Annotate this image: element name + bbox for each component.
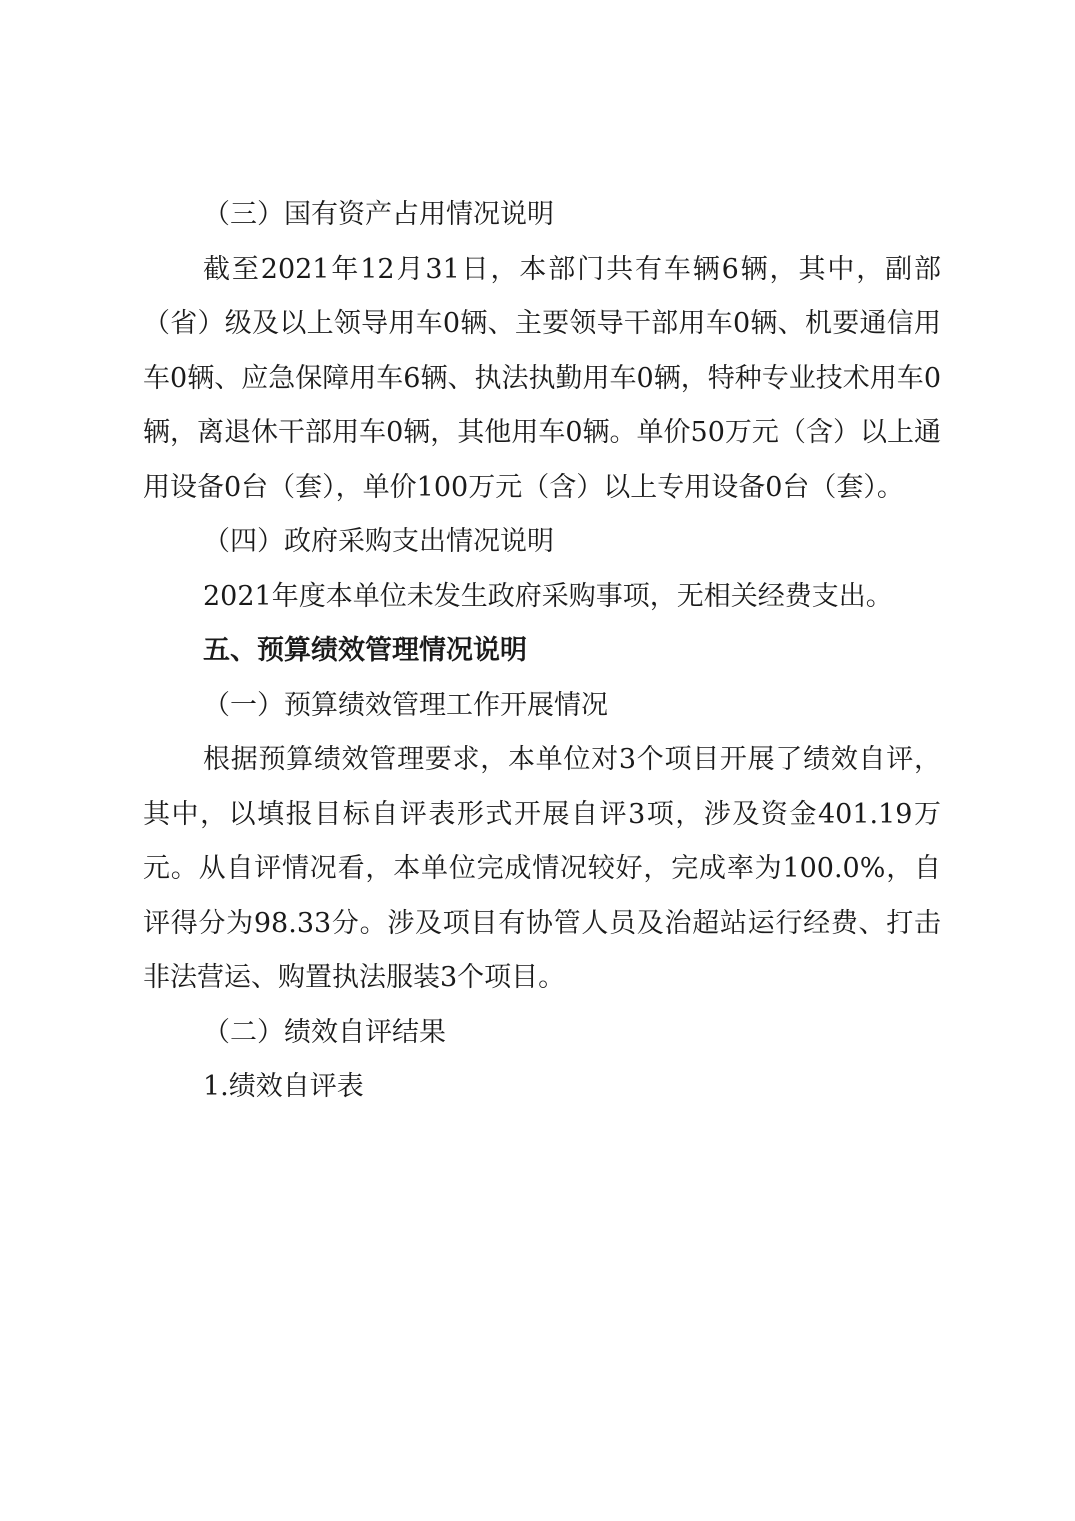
list-item-self-evaluation-table: 1.绩效自评表 [203,1071,364,1102]
document-page [143,188,941,1115]
section-heading-procurement: （四）政府采购支出情况说明 [203,526,554,557]
paragraph-procurement: 2021年度本单位未发生政府采购事项，无相关经费支出。 [203,580,893,612]
section-heading-performance-work: （一）预算绩效管理工作开展情况 [203,689,608,721]
section-heading-self-evaluation: （二）绩效自评结果 [203,1016,446,1048]
paragraph-performance-work: 根据预算绩效管理要求，本单位对3个项目开展了绩效自评，其中，以填报目标自评表形式开展自评3项，涉及资金401.19万元。从自评情况看，本单位完成情况较好，完成率为100.0%，自评得分为98.33分。涉及项目有协管人员及治超站运行经费、打击非法营运、购置执法服装3个项目。 [143,744,941,993]
section-heading-state-assets: （三）国有资产占用情况说明 [203,199,554,230]
part-heading-performance: 五、预算绩效管理情况说明 [203,635,527,666]
paragraph-state-assets: 截至2021年12月31日，本部门共有车辆6辆，其中，副部（省）级及以上领导用车0辆、主要领导干部用车0辆、机要通信用车0辆、应急保障用车6辆、执法执勤用车0辆，特种专业技术用车0辆，离退休干部用车0辆，其他用车0辆。单价50万元（含）以上通用设备0台（套），单价100万元（含）以上专用设备0台（套）。 [143,253,941,503]
